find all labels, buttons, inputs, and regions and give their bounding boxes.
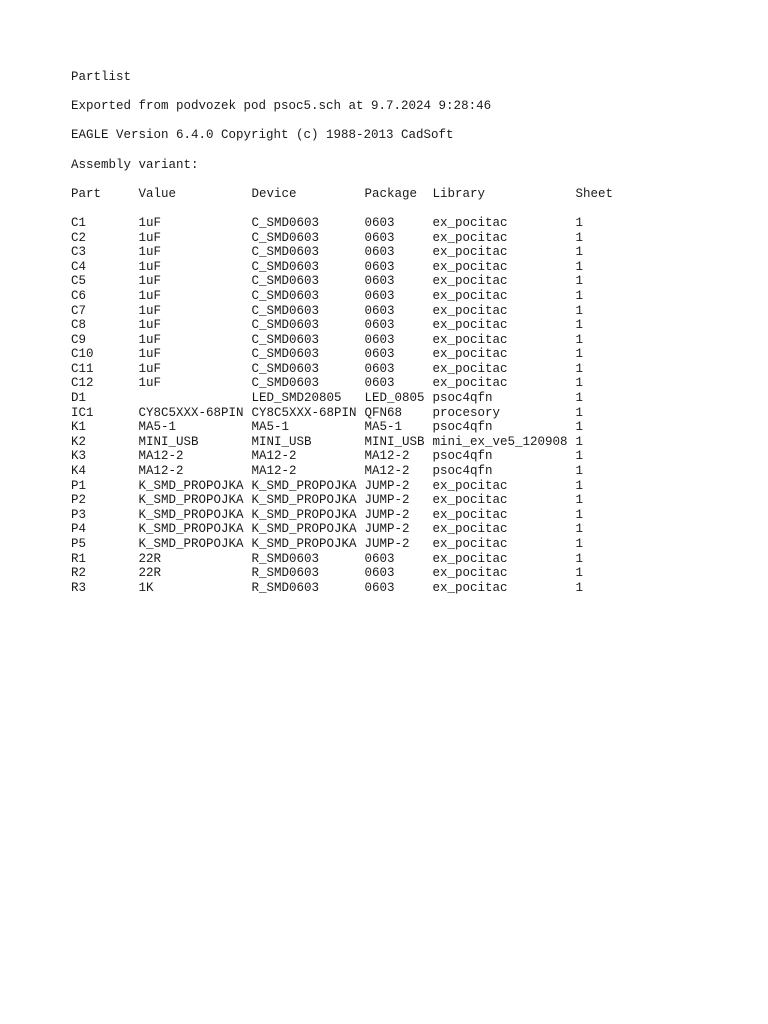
cell-device: C_SMD0603: [251, 288, 320, 303]
cell-library: ex_pocitac: [432, 580, 508, 595]
cell-part: C5: [71, 274, 87, 289]
cell-value: 1uF: [138, 274, 162, 289]
cell-value: MA12-2: [138, 464, 184, 479]
cell-part: P4: [71, 522, 87, 537]
version-info: EAGLE Version 6.4.0 Copyright (c) 1988-2013 CadSoft: [71, 128, 454, 143]
spacer: [71, 143, 751, 158]
cell-part: C9: [71, 332, 87, 347]
cell-part: P5: [71, 537, 87, 551]
cell-library: ex_pocitac: [432, 215, 508, 230]
header-package: Package: [364, 186, 418, 201]
cell-device: K_SMD_PROPOJKA: [251, 537, 357, 551]
cell-device: R_SMD0603: [251, 566, 320, 581]
cell-part: P1: [71, 478, 87, 493]
partlist-document: [71, 70, 751, 595]
cell-device: K_SMD_PROPOJKA: [251, 493, 357, 508]
table-row: [71, 552, 751, 567]
table-row: [71, 318, 751, 333]
cell-package: MA5-1: [364, 420, 403, 435]
cell-library: ex_pocitac: [432, 274, 508, 289]
cell-library: procesory: [432, 405, 501, 420]
cell-part: D1: [71, 391, 87, 406]
cell-part: R3: [71, 580, 87, 595]
cell-library: ex_pocitac: [432, 522, 508, 537]
cell-sheet: 1: [575, 361, 584, 376]
cell-sheet: 1: [575, 376, 584, 391]
cell-value: MA12-2: [138, 449, 184, 464]
cell-device: C_SMD0603: [251, 230, 320, 245]
cell-package: MINI_USB: [364, 434, 425, 449]
cell-package: LED_0805: [364, 391, 425, 406]
cell-value: K_SMD_PROPOJKA: [138, 507, 244, 522]
table-row: [71, 362, 751, 377]
cell-part: C7: [71, 303, 87, 318]
cell-sheet: 1: [575, 303, 584, 318]
table-row: [71, 216, 751, 231]
cell-library: mini_ex_ve5_120908: [432, 434, 568, 449]
header-library: Library: [432, 186, 486, 201]
cell-sheet: 1: [575, 537, 584, 551]
cell-package: 0603: [364, 580, 395, 595]
cell-value: 1uF: [138, 215, 162, 230]
cell-device: K_SMD_PROPOJKA: [251, 507, 357, 522]
cell-library: ex_pocitac: [432, 288, 508, 303]
cell-part: P2: [71, 493, 87, 508]
cell-sheet: 1: [575, 580, 584, 595]
cell-package: JUMP-2: [364, 493, 410, 508]
cell-device: C_SMD0603: [251, 245, 320, 260]
cell-package: 0603: [364, 318, 395, 333]
cell-package: 0603: [364, 303, 395, 318]
cell-package: 0603: [364, 332, 395, 347]
cell-part: C12: [71, 376, 94, 391]
cell-part: P3: [71, 507, 87, 522]
cell-part: C6: [71, 288, 87, 303]
cell-device: R_SMD0603: [251, 580, 320, 595]
cell-package: JUMP-2: [364, 522, 410, 537]
cell-value: 1uF: [138, 347, 162, 362]
spacer: [71, 114, 751, 129]
cell-library: ex_pocitac: [432, 493, 508, 508]
cell-value: MA5-1: [138, 420, 177, 435]
cell-value: MINI_USB: [138, 434, 199, 449]
cell-value: 1uF: [138, 303, 162, 318]
cell-device: LED_SMD20805: [251, 391, 342, 406]
table-row: [71, 245, 751, 260]
cell-part: K3: [71, 449, 87, 464]
cell-library: psoc4qfn: [432, 449, 493, 464]
table-row: [71, 537, 751, 552]
table-row: [71, 376, 751, 391]
cell-part: C4: [71, 259, 87, 274]
cell-part: C3: [71, 245, 87, 260]
cell-value: K_SMD_PROPOJKA: [138, 537, 244, 551]
cell-sheet: 1: [575, 434, 584, 449]
table-row: [71, 435, 751, 450]
cell-value: 1uF: [138, 332, 162, 347]
cell-sheet: 1: [575, 332, 584, 347]
cell-value: 1uF: [138, 245, 162, 260]
table-row: [71, 581, 751, 596]
cell-sheet: 1: [575, 566, 584, 581]
cell-sheet: 1: [575, 551, 584, 566]
cell-device: C_SMD0603: [251, 332, 320, 347]
spacer: [71, 172, 751, 187]
cell-part: K1: [71, 420, 87, 435]
cell-device: C_SMD0603: [251, 303, 320, 318]
table-row: [71, 406, 751, 421]
cell-sheet: 1: [575, 493, 584, 508]
table-row: [71, 566, 751, 581]
cell-part: R2: [71, 566, 87, 581]
cell-sheet: 1: [575, 391, 584, 406]
cell-sheet: 1: [575, 318, 584, 333]
cell-library: ex_pocitac: [432, 507, 508, 522]
cell-sheet: 1: [575, 507, 584, 522]
table-row: [71, 508, 751, 523]
table-row: [71, 333, 751, 348]
cell-value: 1uF: [138, 318, 162, 333]
cell-part: C10: [71, 347, 94, 362]
cell-sheet: 1: [575, 420, 584, 435]
cell-value: 1uF: [138, 259, 162, 274]
cell-value: K_SMD_PROPOJKA: [138, 478, 244, 493]
table-row: [71, 522, 751, 537]
cell-library: psoc4qfn: [432, 391, 493, 406]
cell-package: 0603: [364, 347, 395, 362]
cell-library: ex_pocitac: [432, 318, 508, 333]
cell-device: C_SMD0603: [251, 361, 320, 376]
cell-device: MA12-2: [251, 464, 297, 479]
document-title: Partlist: [71, 70, 132, 84]
cell-device: C_SMD0603: [251, 376, 320, 391]
table-row: [71, 304, 751, 319]
cell-part: K2: [71, 434, 87, 449]
cell-part: K4: [71, 464, 87, 479]
cell-package: 0603: [364, 245, 395, 260]
spacer: [71, 85, 751, 100]
cell-library: ex_pocitac: [432, 361, 508, 376]
cell-part: IC1: [71, 405, 94, 420]
header-sheet: Sheet: [575, 186, 614, 201]
cell-package: 0603: [364, 259, 395, 274]
table-row: [71, 347, 751, 362]
table-row: [71, 464, 751, 479]
cell-device: C_SMD0603: [251, 318, 320, 333]
cell-library: ex_pocitac: [432, 566, 508, 581]
header-device: Device: [251, 186, 297, 201]
cell-part: R1: [71, 551, 87, 566]
cell-value: 1uF: [138, 376, 162, 391]
cell-part: C2: [71, 230, 87, 245]
header-part: Part: [71, 186, 102, 201]
cell-package: 0603: [364, 551, 395, 566]
cell-value: 1uF: [138, 361, 162, 376]
assembly-variant: Assembly variant:: [71, 157, 199, 172]
cell-package: 0603: [364, 288, 395, 303]
cell-library: ex_pocitac: [432, 347, 508, 362]
cell-device: MINI_USB: [251, 434, 312, 449]
cell-package: QFN68: [364, 405, 403, 420]
cell-library: ex_pocitac: [432, 259, 508, 274]
cell-library: ex_pocitac: [432, 230, 508, 245]
table-row: [71, 493, 751, 508]
cell-value: K_SMD_PROPOJKA: [138, 522, 244, 537]
table-row: [71, 449, 751, 464]
table-row: [71, 479, 751, 494]
cell-library: ex_pocitac: [432, 245, 508, 260]
cell-device: K_SMD_PROPOJKA: [251, 522, 357, 537]
cell-library: ex_pocitac: [432, 376, 508, 391]
cell-part: C1: [71, 215, 87, 230]
cell-package: 0603: [364, 274, 395, 289]
cell-library: psoc4qfn: [432, 420, 493, 435]
cell-package: MA12-2: [364, 449, 410, 464]
cell-package: JUMP-2: [364, 507, 410, 522]
table-header: [71, 187, 751, 202]
cell-package: JUMP-2: [364, 478, 410, 493]
cell-sheet: 1: [575, 230, 584, 245]
table-row: [71, 231, 751, 246]
cell-value: CY8C5XXX-68PIN: [138, 405, 244, 420]
cell-device: K_SMD_PROPOJKA: [251, 478, 357, 493]
cell-sheet: 1: [575, 478, 584, 493]
table-row: [71, 420, 751, 435]
cell-package: 0603: [364, 230, 395, 245]
table-row: [71, 391, 751, 406]
cell-library: ex_pocitac: [432, 478, 508, 493]
cell-library: ex_pocitac: [432, 551, 508, 566]
cell-package: MA12-2: [364, 464, 410, 479]
header-value: Value: [138, 186, 177, 201]
cell-sheet: 1: [575, 274, 584, 289]
cell-library: ex_pocitac: [432, 537, 508, 551]
table-row: [71, 260, 751, 275]
cell-library: ex_pocitac: [432, 332, 508, 347]
cell-sheet: 1: [575, 215, 584, 230]
cell-device: C_SMD0603: [251, 215, 320, 230]
parts-table-body: [71, 216, 751, 595]
cell-device: R_SMD0603: [251, 551, 320, 566]
cell-value: 22R: [138, 566, 162, 581]
cell-device: MA12-2: [251, 449, 297, 464]
export-info: Exported from podvozek pod psoc5.sch at 9.7.2024 9:28:46: [71, 99, 492, 114]
cell-value: 1uF: [138, 288, 162, 303]
cell-device: C_SMD0603: [251, 347, 320, 362]
cell-package: JUMP-2: [364, 537, 410, 551]
cell-value: 1uF: [138, 230, 162, 245]
cell-package: 0603: [364, 361, 395, 376]
cell-library: ex_pocitac: [432, 303, 508, 318]
cell-device: MA5-1: [251, 420, 290, 435]
spacer: [71, 201, 751, 216]
cell-sheet: 1: [575, 347, 584, 362]
cell-device: C_SMD0603: [251, 274, 320, 289]
cell-package: 0603: [364, 376, 395, 391]
cell-value: 22R: [138, 551, 162, 566]
cell-part: C8: [71, 318, 87, 333]
cell-value: [139, 391, 252, 406]
cell-sheet: 1: [575, 449, 584, 464]
cell-library: psoc4qfn: [432, 464, 493, 479]
table-row: [71, 274, 751, 289]
table-row: [71, 289, 751, 304]
cell-sheet: 1: [575, 259, 584, 274]
cell-sheet: 1: [575, 288, 584, 303]
cell-package: 0603: [364, 566, 395, 581]
cell-sheet: 1: [575, 245, 584, 260]
cell-value: K_SMD_PROPOJKA: [138, 493, 244, 508]
cell-package: 0603: [364, 215, 395, 230]
cell-sheet: 1: [575, 464, 584, 479]
cell-device: C_SMD0603: [251, 259, 320, 274]
cell-device: CY8C5XXX-68PIN: [251, 405, 357, 420]
cell-value: 1K: [138, 580, 154, 595]
cell-sheet: 1: [575, 405, 584, 420]
cell-part: C11: [71, 361, 94, 376]
cell-sheet: 1: [575, 522, 584, 537]
